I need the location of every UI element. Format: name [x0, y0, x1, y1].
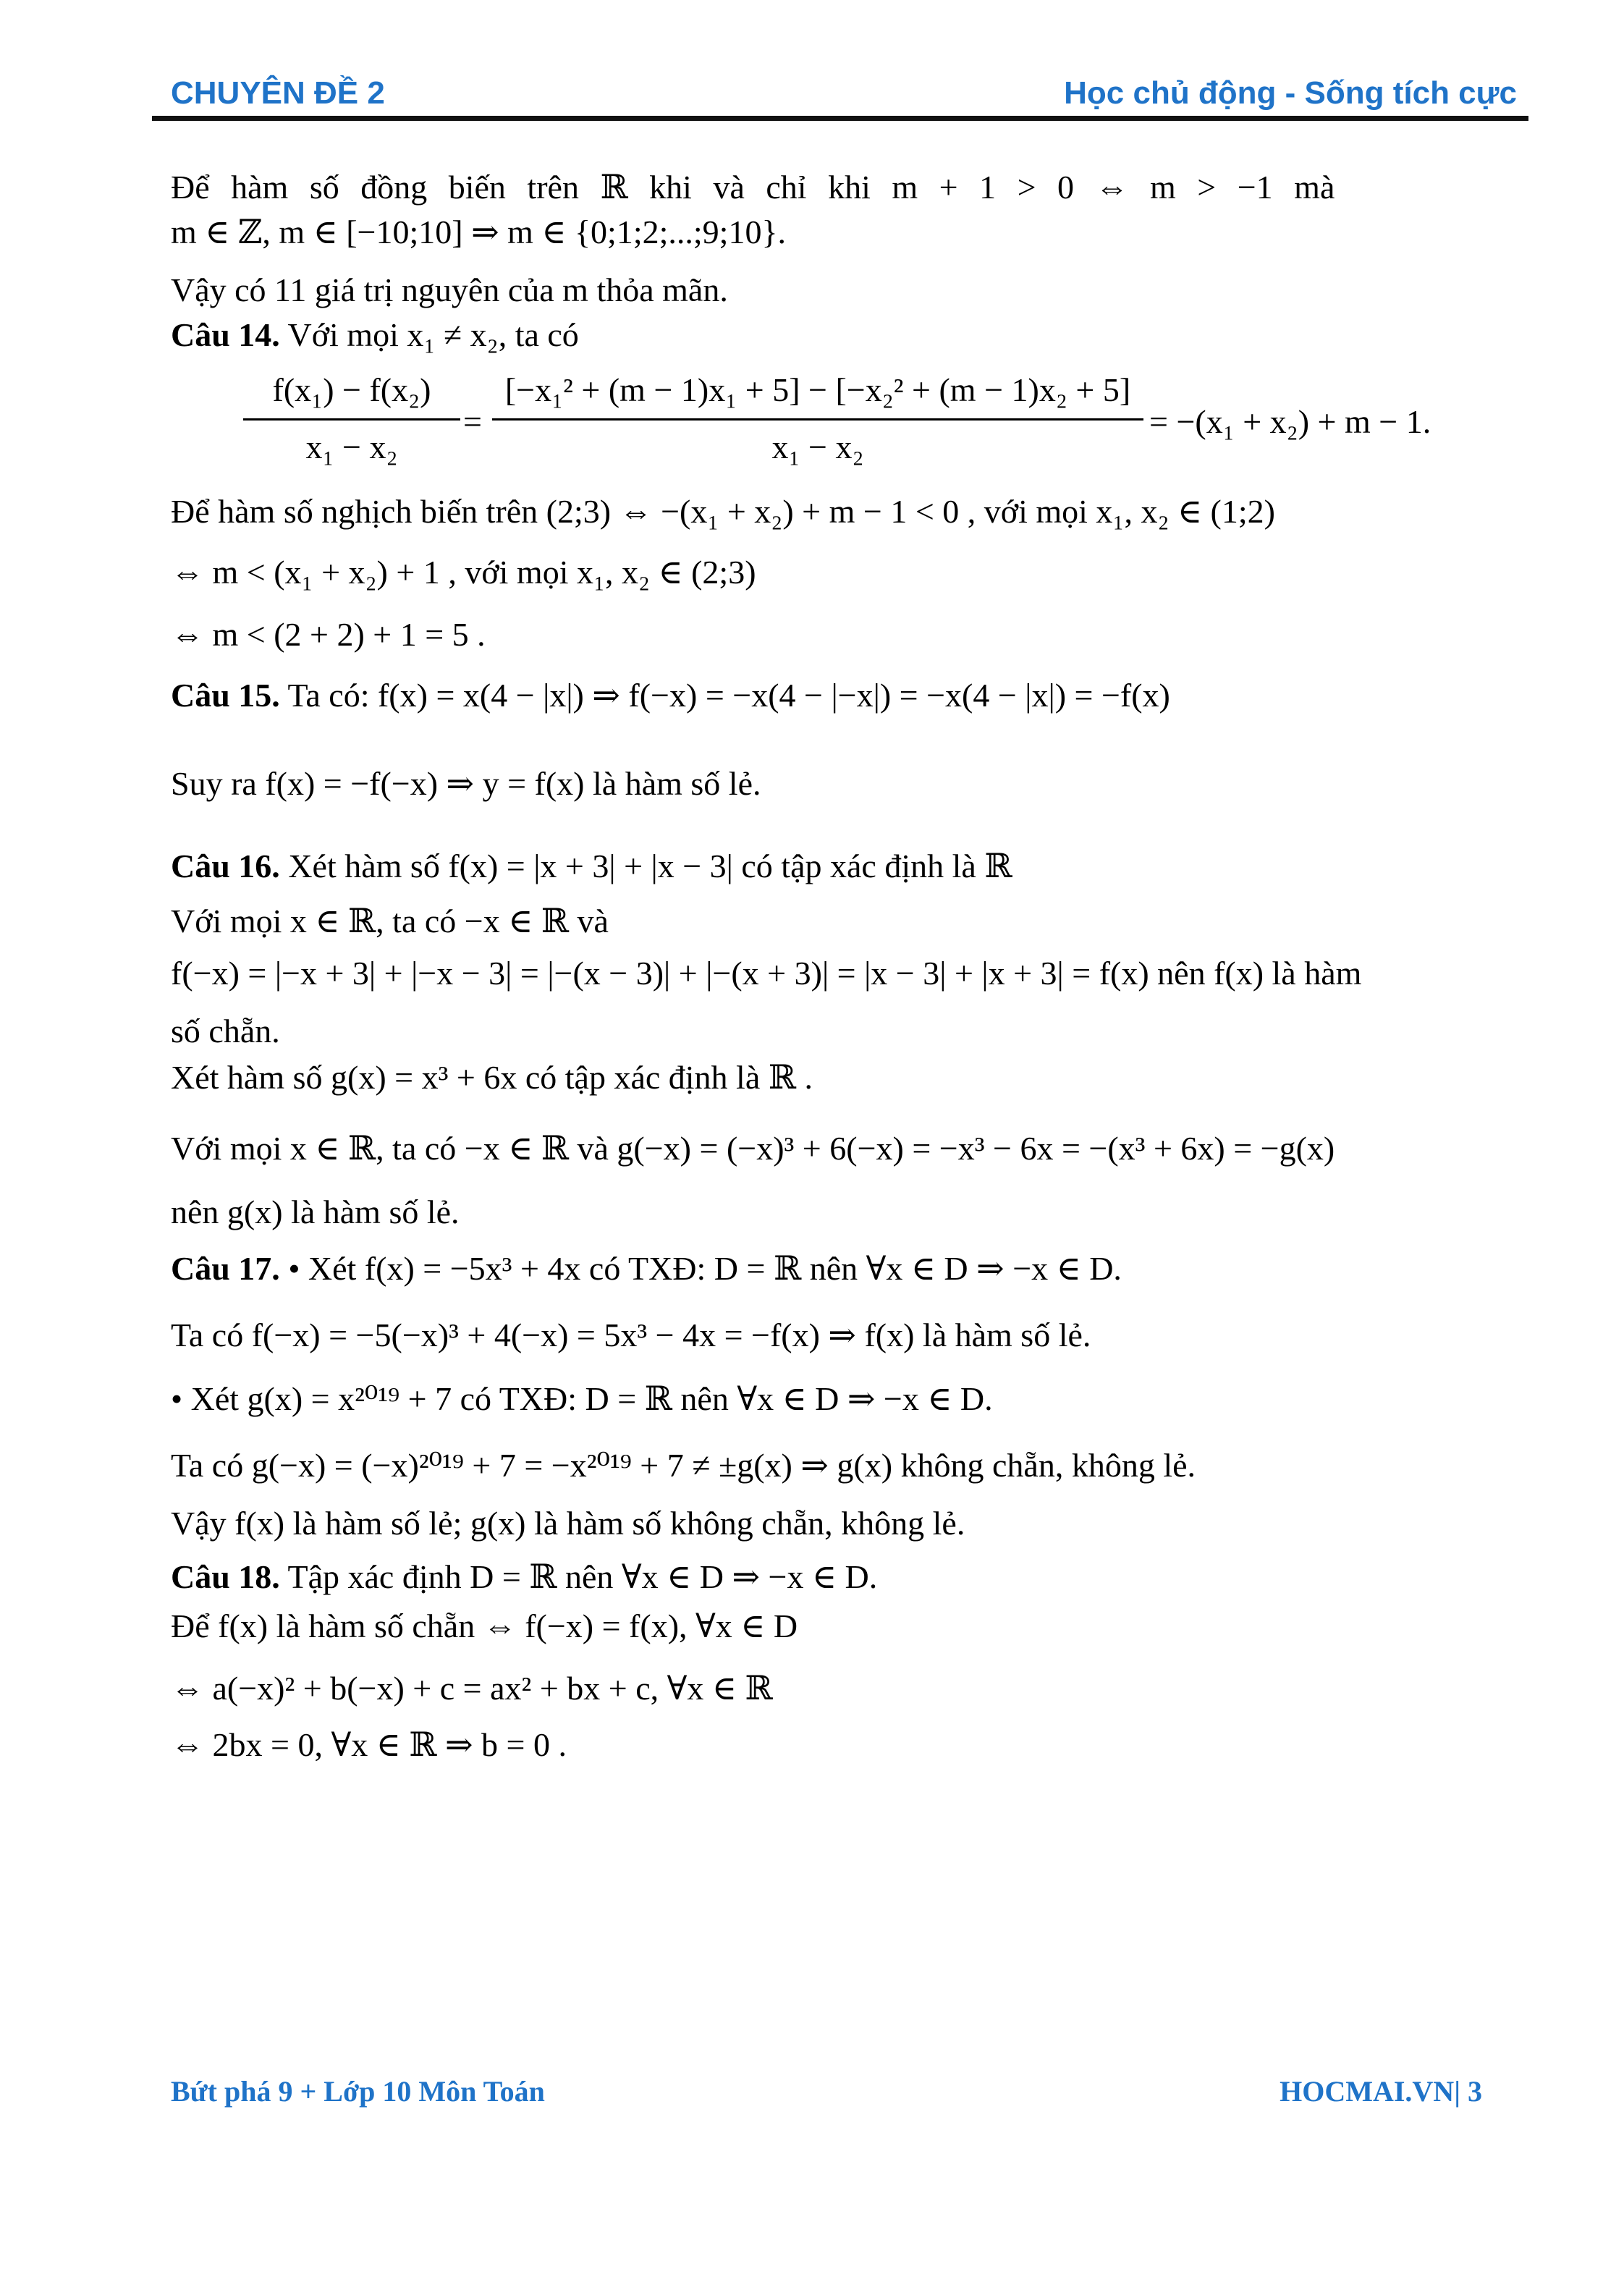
text-line: Ta có f(−x) = −5(−x)³ + 4(−x) = 5x³ − 4x = −f(x) ⇒ f(x) là hàm số lẻ.: [171, 1317, 1091, 1353]
question-text: Ta có: f(x) = x(4 − |x|) ⇒ f(−x) = −x(4 − |−x|) = −x(4 − |x|) = −f(x): [287, 677, 1170, 714]
fraction-denominator: x₁ − x₂: [771, 428, 864, 465]
text-line: Để f(x) là hàm số chẵn ⇔ f(−x) = f(x), ∀x ∈ D: [171, 1607, 798, 1644]
text-line: số chẵn.: [171, 1013, 280, 1049]
text-line: Suy ra f(x) = −f(−x) ⇒ y = f(x) là hàm số lẻ.: [171, 765, 761, 802]
header-right-slogan: Học chủ động - Sống tích cực: [1064, 75, 1517, 111]
text-line: Ta có g(−x) = (−x)²⁰¹⁹ + 7 = −x²⁰¹⁹ + 7 ≠ ±g(x) ⇒ g(x) không chẵn, không lẻ.: [171, 1447, 1196, 1484]
question-label: Câu 16.: [171, 848, 280, 884]
text-line: Để hàm số nghịch biến trên (2;3) ⇔ −(x₁ + x₂) + m − 1 < 0 , với mọi x₁, x₂ ∈ (1;2): [171, 493, 1275, 530]
question-label: Câu 14.: [171, 316, 280, 353]
text-line: • Xét g(x) = x²⁰¹⁹ + 7 có TXĐ: D = ℝ nên ∀x ∈ D ⇒ −x ∈ D.: [171, 1380, 993, 1417]
text-line: Xét hàm số g(x) = x³ + 6x có tập xác định là ℝ .: [171, 1059, 813, 1096]
fraction-numerator: [−x₁² + (m − 1)x₁ + 5] − [−x₂² + (m − 1)x₂ + 5]: [492, 362, 1143, 421]
text-line: Vậy có 11 giá trị nguyên của m thỏa mãn.: [171, 271, 728, 308]
text-line: ⇔ a(−x)² + b(−x) + c = ax² + bx + c, ∀x ∈ ℝ: [171, 1670, 773, 1707]
question-label: Câu 17.: [171, 1250, 280, 1287]
question-label: Câu 15.: [171, 677, 280, 714]
text-line: nên g(x) là hàm số lẻ.: [171, 1193, 460, 1230]
question-text: Với mọi x₁ ≠ x₂, ta có: [287, 316, 579, 353]
question-18: [171, 1558, 877, 1597]
question-text: • Xét f(x) = −5x³ + 4x có TXĐ: D = ℝ nên ∀x ∈ D ⇒ −x ∈ D.: [288, 1250, 1122, 1287]
text-line: Vậy f(x) là hàm số lẻ; g(x) là hàm số không chẵn, không lẻ.: [171, 1505, 965, 1542]
text-line: m ∈ ℤ, m ∈ [−10;10] ⇒ m ∈ {0;1;2;...;9;10}.: [171, 214, 787, 250]
footer-right: HOCMAI.VN| 3: [1280, 2075, 1482, 2108]
text-line: Để hàm số đồng biến trên ℝ khi và chỉ khi m + 1 > 0 ⇔ m > −1 mà: [171, 169, 1335, 206]
text-line: ⇔ m < (x₁ + x₂) + 1 , với mọi x₁, x₂ ∈ (2;3): [171, 554, 756, 591]
equals-sign: =: [463, 403, 482, 440]
question-15: [171, 676, 1170, 715]
header-rule: [152, 116, 1528, 121]
fraction-rhs: = −(x₁ + x₂) + m − 1.: [1149, 403, 1431, 440]
fraction-denominator: x₁ − x₂: [305, 428, 398, 465]
question-text: Xét hàm số f(x) = |x + 3| + |x − 3| có tập xác định là ℝ: [288, 848, 1012, 884]
text-line: Với mọi x ∈ ℝ, ta có −x ∈ ℝ và: [171, 903, 609, 939]
question-17: [171, 1249, 1122, 1288]
text-line: Với mọi x ∈ ℝ, ta có −x ∈ ℝ và g(−x) = (−x)³ + 6(−x) = −x³ − 6x = −(x³ + 6x) = −g(x): [171, 1130, 1335, 1167]
text-line: ⇔ m < (2 + 2) + 1 = 5 .: [171, 616, 486, 653]
text-line: f(−x) = |−x + 3| + |−x − 3| = |−(x − 3)| + |−(x + 3)| = |x − 3| + |x + 3| = f(x) nên f(x) là hàm: [171, 955, 1362, 992]
fraction-numerator: f(x₁) − f(x₂): [243, 362, 460, 421]
header-left-title: CHUYÊN ĐỀ 2: [171, 75, 385, 111]
question-16: [171, 847, 1012, 886]
question-label: Câu 18.: [171, 1558, 280, 1595]
text-line: ⇔ 2bx = 0, ∀x ∈ ℝ ⇒ b = 0 .: [171, 1726, 567, 1763]
question-text: Tập xác định D = ℝ nên ∀x ∈ D ⇒ −x ∈ D.: [287, 1558, 878, 1595]
footer-left: Bứt phá 9 + Lớp 10 Môn Toán: [171, 2075, 545, 2108]
question-14: [171, 316, 579, 355]
